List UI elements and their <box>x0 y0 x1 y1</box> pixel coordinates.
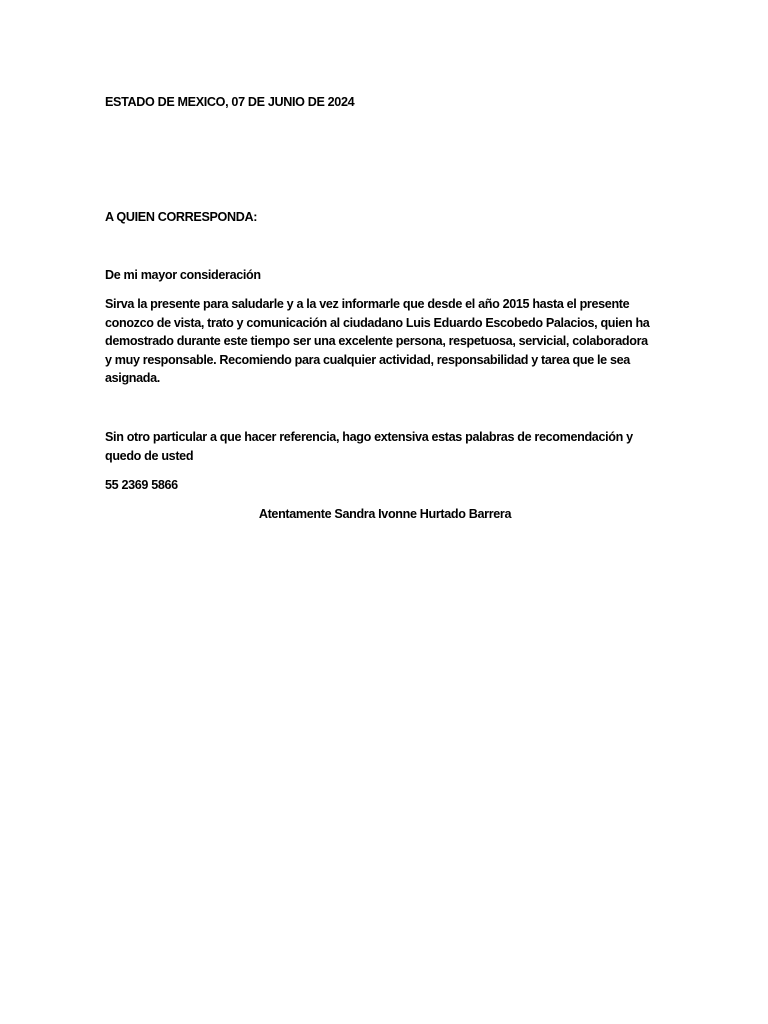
closing-paragraph <box>105 428 665 465</box>
letter-body <box>105 295 665 388</box>
salutation: A QUIEN CORRESPONDA: <box>105 210 258 224</box>
body-line: Sirva la presente para saludarle y a la vez informarle que desde el año 2015 hasta el presente <box>105 297 630 311</box>
closing-line: Sin otro particular a que hacer referencia, hago extensiva estas palabras de recomendación y <box>105 430 633 444</box>
body-line: y muy responsable. Recomiendo para cualquier actividad, responsabilidad y tarea que le sea <box>105 352 630 367</box>
place-date: ESTADO DE MEXICO, 07 DE JUNIO DE 2024 <box>105 95 355 109</box>
body-line: asignada. <box>105 371 160 385</box>
body-line: demostrado durante este tiempo ser una excelente persona, respetuosa, servicial, colaboradora <box>105 334 648 348</box>
closing-line: quedo de usted <box>105 448 194 463</box>
greeting: De mi mayor consideración <box>105 268 261 282</box>
phone-number: 55 2369 5866 <box>105 478 178 492</box>
signature-line: Atentamente Sandra Ivonne Hurtado Barrera <box>258 507 512 521</box>
body-line: conozco de vista, trato y comunicación al ciudadano Luis Eduardo Escobedo Palacios, quien ha <box>105 315 650 330</box>
